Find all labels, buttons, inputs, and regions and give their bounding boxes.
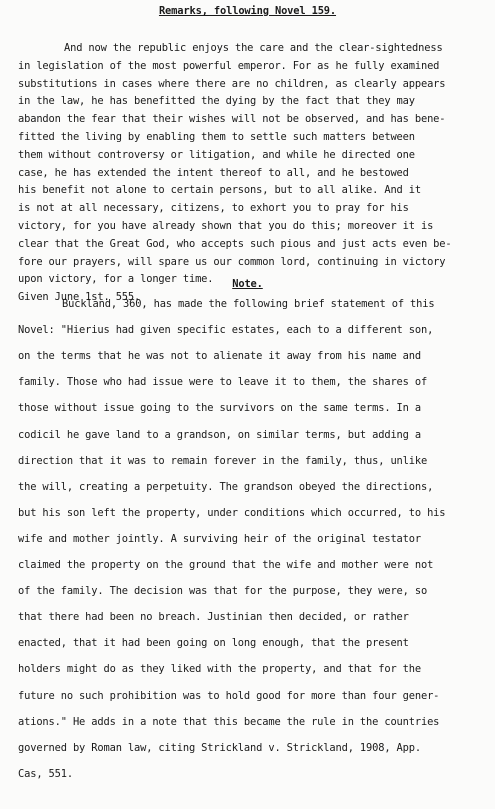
note-line: Cas, 551. [18,767,73,780]
remarks-line: abandon the fear that their wishes will not be observed, and has bene- [18,113,446,126]
note-line: wife and mother jointly. A surviving heir of the original testator [18,532,421,545]
remarks-line: in the law, he has benefitted the dying by the fact that they may [18,95,415,108]
note-line: codicil he gave land to a grandson, on similar terms, but adding a [18,428,421,441]
remarks-line: substitutions in cases where there are no children, as clearly appears [18,77,446,90]
note-line: of the family. The decision was that for the purpose, they were, so [18,585,428,598]
remarks-line: victory, for you have already shown that you do this; moreover it is [18,220,434,232]
note-line: ations." He adds in a note that this became the rule in the countries [18,715,440,728]
note-line: those without issue going to the survivors on the same terms. In a [18,402,421,415]
remarks-line: in legislation of the most powerful emperor. For as he fully examined [18,59,440,72]
note-line: direction that it was to remain forever in the family, thus, unlike [18,454,428,467]
remarks-line: Given June 1st. 555. [18,291,141,304]
remarks-line: case, he has extended the intent thereof to all, and he bestowed [18,166,409,179]
remarks-line: And now the republic enjoys the care and the clear-sightedness [64,42,443,54]
page-title: Remarks, following Novel 159. [158,5,337,17]
note-line: holders might do as they liked with the property, and that for the [18,663,421,676]
note-line: claimed the property on the ground that the wife and mother were not [18,559,434,571]
note-heading: Note. [232,278,263,290]
remarks-line: his benefit not alone to certain persons, but to all alike. And it [18,184,421,197]
remarks-line: is not at all necessary, citizens, to exhort you to pray for his [18,202,409,215]
note-line: family. Those who had issue were to leave it to them, the shares of [18,376,428,389]
remarks-line: clear that the Great God, who accepts such pious and just acts even be- [18,237,452,250]
note-line: enacted, that it had been going on long enough, that the present [18,637,409,650]
note-line: that there had been no breach. Justinian then decided, or rather [18,611,409,624]
remarks-line: upon victory, for a longer time. [18,273,214,286]
remarks-line: them without controversy or litigation, and while he directed one [18,148,415,161]
remarks-line: fitted the living by enabling them to settle such matters between [18,131,415,143]
note-line: Buckland, 360, has made the following brief statement of this [62,298,435,310]
note-line: Novel: "Hierius had given specific estates, each to a different son, [18,324,434,337]
note-line: future no such prohibition was to hold good for more than four gener- [18,689,440,702]
note-line: but his son left the property, under conditions which occurred, to his [18,506,446,519]
note-line: governed by Roman law, citing Strickland v. Strickland, 1908, App. [18,741,421,754]
note-line: the will, creating a perpetuity. The grandson obeyed the directions, [18,480,434,493]
note-line: on the terms that he was not to alienate it away from his name and [18,350,421,363]
remarks-line: fore our prayers, will spare us our common lord, continuing in victory [18,255,446,268]
